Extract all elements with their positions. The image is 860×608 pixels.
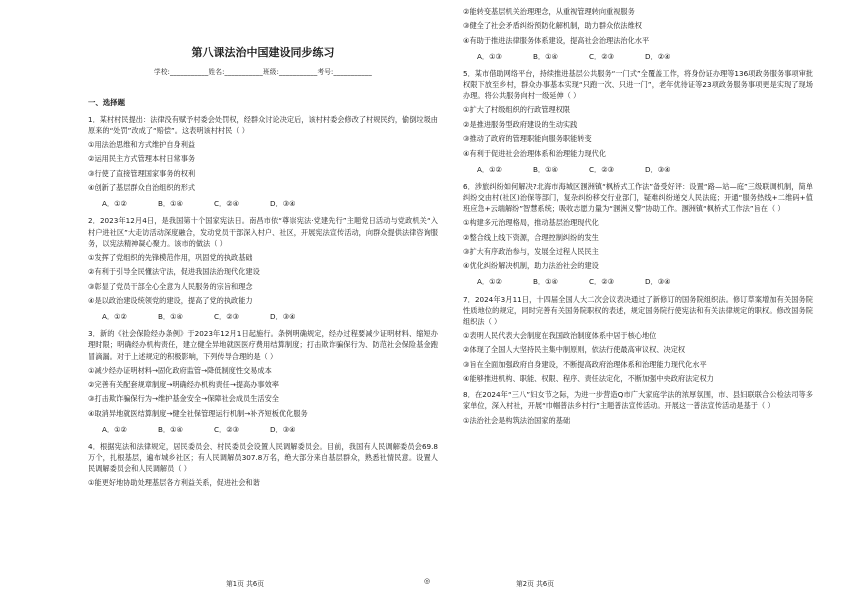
choice-d: D．③④ <box>270 199 296 209</box>
choice-b: B．①④ <box>158 312 184 322</box>
answer-choices <box>477 276 813 287</box>
choice-d: D．③④ <box>270 312 296 322</box>
statement-option: ④能够推进机构、职能、权限、程序、责任法定化，不断加强中央政府法定权力 <box>463 374 714 384</box>
question-stem: 6．涉旅纠纷如何解决?北海市海城区涠洲镇“枫桥式工作法”备受好评：设置“路—站—庭”三级联调机制，简单纠纷交由村(社区)治保等部门，复杂纠纷移交行业部门，疑难纠纷递交人民法庭；开通“服务热线+二维码+值班应急+云端解纷”智慧系统；吸收志愿力量为“涠洲义警”协助工作。涠洲镇“枫桥式工作法”旨在（ ） <box>463 181 813 214</box>
statement-option: ①发挥了党组织的先锋模范作用，巩固党的执政基础 <box>88 252 253 262</box>
statement-option: ②是推进服务型政府建设的生动实践 <box>463 119 578 129</box>
answer-choices <box>102 311 438 322</box>
statement-option: ①表明人民代表大会制度在我国政治制度体系中居于核心地位 <box>463 331 657 341</box>
choice-a: A．①② <box>477 277 502 287</box>
question-stem: 7．2024年3月11日，十四届全国人大二次会议表决通过了新修订的国务院组织法。修订草案增加有关国务院性质地位的规定，同时完善有关国务院职权的表述，规定国务院行使宪法和有关法律规定的职权。修改国务院组织法（ ） <box>463 294 813 326</box>
answer-choices <box>477 51 813 62</box>
choice-a: A．①② <box>102 312 127 322</box>
choice-a: A．①③ <box>477 51 502 61</box>
question-1 <box>88 114 438 210</box>
statement-option: ③推动了政府的管理职能向服务职能转变 <box>463 134 592 144</box>
statement-option: ①能更好地协助处理基层各方利益关系，促进社会和谐 <box>88 478 260 488</box>
statement-option: ①法治社会是构筑法治国家的基础 <box>463 415 571 425</box>
center-mark: ◎ <box>424 577 431 585</box>
question-stem: 4．根据宪法和法律规定，居民委员会、村民委员会设置人民调解委员会。目前，我国有人民调解委员会69.8万个，扎根基层，遍布城乡社区；有人民调解员307.8万名，绝大部分来自基层群众，熟悉社情民意。设置人民调解委员会和人民调解员（ ） <box>88 442 438 474</box>
choice-a: A．①② <box>477 164 502 174</box>
statement-option: ③行使了直接管理国家事务的权利 <box>88 168 196 178</box>
choice-d: D．③④ <box>645 277 671 287</box>
statement-option: ③打击欺诈骗保行为→维护基金安全→保障社会成员生活安全 <box>88 394 279 404</box>
choice-d: D．②④ <box>645 51 671 61</box>
statement-option: ②整合线上线下资源，合理控制纠纷的发生 <box>463 232 599 242</box>
statement-option: ④取消异地就医结算制度→健全社保管理运行机制→补齐短板优化服务 <box>88 408 308 418</box>
choice-d: D．③④ <box>645 164 671 174</box>
question-stem: 3．新的《社会保险经办条例》于2023年12月1日起施行。条例明确规定，经办过程要减少证明材料、缩短办理时限；明确经办机构责任，建立健全异地就医医疗费用结算制度；打击欺诈骗保行为、防范社会保险基金跑冒滴漏。对于上述规定的积极影响，下列传导合理的是（ ） <box>88 329 438 361</box>
right-column <box>463 0 813 429</box>
statement-option: ①构建多元治理格局，推动基层治理现代化 <box>463 218 599 228</box>
choice-b: B．①④ <box>533 277 559 287</box>
question-5 <box>463 68 813 175</box>
choice-c: C．②④ <box>214 199 240 209</box>
choice-b: B．①④ <box>533 51 559 61</box>
statement-option: ④有利于促进社会治理体系和治理能力现代化 <box>463 148 607 158</box>
statement-option: ①减少经办证明材料→固化政府监管→降低制度性交易成本 <box>88 365 272 375</box>
question-2 <box>88 215 438 322</box>
statement-option: ④是以政治建设统领党的建设，提高了党的执政能力 <box>88 295 253 305</box>
question-8 <box>463 389 813 425</box>
statement-option: ③彰显了党员干部全心全意为人民服务的宗旨和理念 <box>88 281 253 291</box>
statement-option: ②运用民主方式管理本村日常事务 <box>88 154 196 164</box>
statement-option: ②能转变基层机关治理理念，从重视管理转向重视服务 <box>463 7 635 16</box>
question-stem: 8．在2024年“三八”妇女节之际，为进一步营造Q市广大家庭学法的浓厚氛围，市、县妇联联合公检法司等多家单位，深入村社，开展“巾帼普法乡村行”主题普法宣传活动。开展这一普法宣传活动是基于（ ） <box>463 390 813 411</box>
answer-choices <box>102 198 438 209</box>
question-6 <box>463 181 813 288</box>
question-stem: 5．某市借助网络平台，持续推进基层公共服务“一门式”全覆盖工作，将身份证办理等136项政务服务事项审批权限下放至乡村，群众办事基本实现“只跑一次、只进一门”，老年优待证等23项政务服务事项更是实现了现场办理。将公共服务向村一级延伸（ ） <box>463 69 813 101</box>
statement-option: ③扩大有序政治参与，发展全过程人民民主 <box>463 246 599 256</box>
statement-option: ③旨在全面加强政府自身建设，不断提高政府治理体系和治理能力现代化水平 <box>463 359 707 369</box>
question-stem: 2．2023年12月4日，是我国第十个国家宪法日。南昌市依“尊崇宪法·党建先行”主题党日活动与党政机关“入村户进社区”大走访活动深度融合，发动党员干部深入村户、社区，开展宪法宣传活动，向群众提供法律咨询服务，以宪法精神凝心聚力。该市的做法（ ） <box>88 216 438 248</box>
page-number-right: 第2页 共6页 <box>516 580 554 588</box>
section-title: 一、选择题 <box>88 98 125 108</box>
statement-option: ④优化纠纷解决机制，助力法治社会的建设 <box>463 261 599 271</box>
question-7 <box>463 294 813 385</box>
choice-c: C．②③ <box>214 312 240 322</box>
statement-option: ④有助于推进法律服务体系建设，提高社会治理法治化水平 <box>463 35 650 45</box>
choice-c: C．②③ <box>589 164 615 174</box>
choice-b: B．①④ <box>158 424 184 434</box>
question-4-continued <box>463 6 813 62</box>
choice-c: C．②③ <box>589 277 615 287</box>
statement-option: ③健全了社会矛盾纠纷预防化解机制，助力群众依法维权 <box>463 21 642 31</box>
document-title: 第八课法治中国建设同步练习 <box>191 46 335 59</box>
choice-c: C．②③ <box>214 424 240 434</box>
statement-option: ②体现了全国人大坚持民主集中制原则，依法行使最高审议权、决定权 <box>463 345 686 355</box>
choice-b: B．①④ <box>533 164 559 174</box>
answer-choices <box>477 164 813 175</box>
left-column <box>88 0 438 492</box>
statement-option: ④创新了基层群众自治组织的形式 <box>88 183 196 193</box>
choice-b: B．①④ <box>158 199 184 209</box>
statement-option: ②完善有关配套规章制度→明确经办机构责任→提高办事效率 <box>88 380 279 390</box>
statement-option: ①用法治思维和方式维护自身利益 <box>88 140 196 150</box>
question-stem: 1．某村村民提出：法律没有赋予村委会处罚权，经群众讨论决定后，该村村委会修改了村规民约，偷倒垃圾由原来的“处罚”改成了“赔偿”。这表明该村村民（ ） <box>88 114 438 135</box>
choice-a: A．①② <box>102 199 127 209</box>
page-number-left: 第1页 共6页 <box>226 580 264 588</box>
question-3 <box>88 328 438 435</box>
statement-option: ①扩大了村级组织的行政管理权限 <box>463 105 571 115</box>
choice-d: D．③④ <box>270 424 296 434</box>
choice-c: C．②③ <box>589 51 615 61</box>
answer-choices <box>102 424 438 435</box>
student-info-line: 学校:___________姓名:___________班级:___________考号:___________ <box>154 68 372 77</box>
statement-option: ②有利于引导全民懂法守法，促进我国法治现代化建设 <box>88 267 260 277</box>
choice-a: A．①② <box>102 424 127 434</box>
question-4 <box>88 441 438 489</box>
